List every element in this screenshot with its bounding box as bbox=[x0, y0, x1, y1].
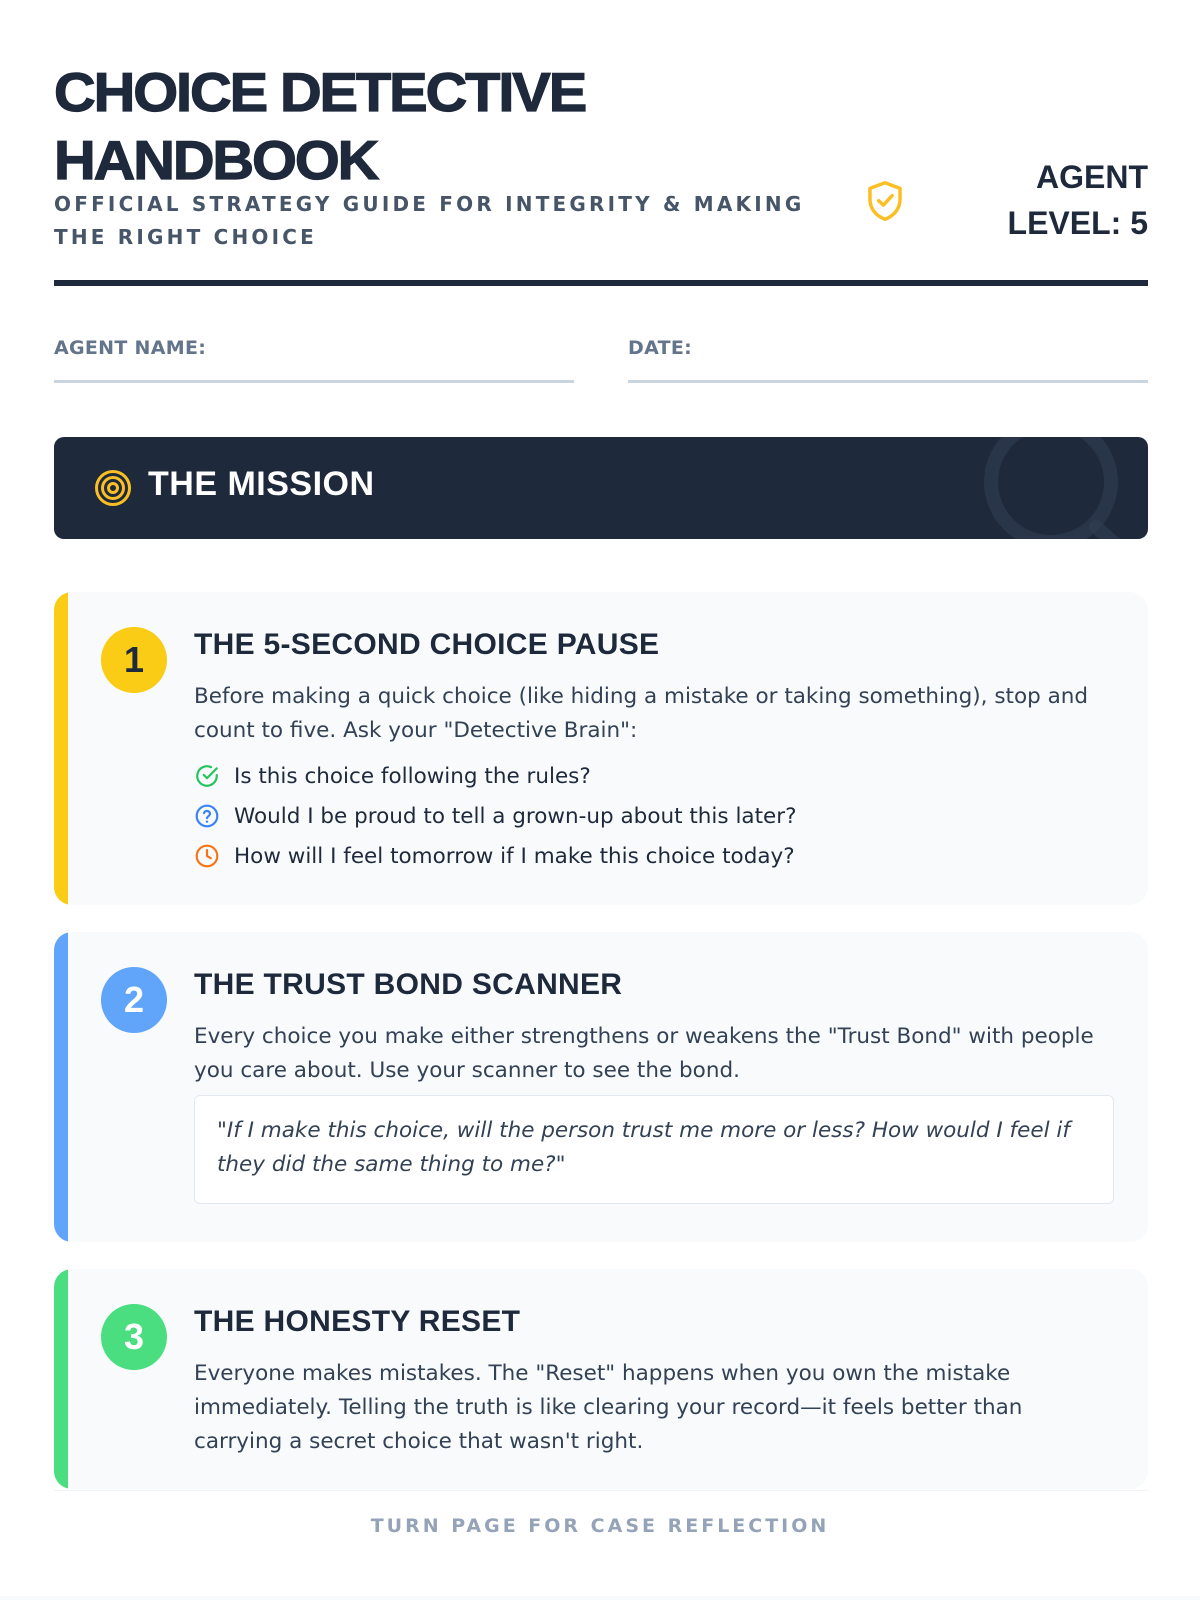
footer-note: TURN PAGE FOR CASE REFLECTION bbox=[370, 1515, 830, 1537]
question-circle-icon bbox=[194, 803, 220, 829]
agent-name-line[interactable] bbox=[54, 380, 574, 383]
checklist-item bbox=[194, 841, 795, 871]
card-accent-bar bbox=[54, 932, 68, 1242]
checklist-text: Is this choice following the rules? bbox=[234, 763, 591, 789]
target-icon bbox=[94, 469, 132, 507]
agent-name-label: AGENT NAME: bbox=[54, 337, 207, 359]
page-subtitle: OFFICIAL STRATEGY GUIDE FOR INTEGRITY & MAKING THE RIGHT CHOICE bbox=[54, 192, 805, 249]
title-line-1: CHOICE DETECTIVE bbox=[54, 61, 586, 123]
agent-level bbox=[968, 154, 1148, 246]
header-divider bbox=[54, 280, 1148, 286]
page-title bbox=[54, 58, 585, 194]
checklist-text: How will I feel tomorrow if I make this choice today? bbox=[234, 843, 795, 869]
checklist-item bbox=[194, 801, 797, 831]
step-card-2 bbox=[54, 932, 1148, 1242]
step-number-badge: 1 bbox=[101, 627, 167, 693]
checklist-item bbox=[194, 761, 591, 791]
date-label: DATE: bbox=[628, 337, 693, 359]
step-text: Every choice you make either strengthens or weakens the "Trust Bond" with people you care about. Use your scanner to see the bond. bbox=[194, 1024, 1094, 1083]
page-header bbox=[54, 58, 1148, 288]
check-circle-icon bbox=[194, 763, 220, 789]
step-text: Before making a quick choice (like hiding a mistake or taking something), stop and count to five. Ask your "Detective Brain": bbox=[194, 684, 1089, 743]
date-field[interactable] bbox=[628, 337, 1148, 359]
step-number-badge: 3 bbox=[101, 1304, 167, 1370]
checklist-text: Would I be proud to tell a grown-up about this later? bbox=[234, 803, 797, 829]
step-number-badge: 2 bbox=[101, 967, 167, 1033]
step-title: THE 5-SECOND CHOICE PAUSE bbox=[194, 628, 660, 661]
date-line[interactable] bbox=[628, 380, 1148, 383]
mission-title: THE MISSION bbox=[148, 465, 375, 503]
clock-icon bbox=[194, 843, 220, 869]
magnifier-icon bbox=[966, 437, 1148, 539]
level-label: LEVEL: 5 bbox=[1007, 205, 1148, 241]
quote-box: "If I make this choice, will the person trust me more or less? How would I feel if they did the same thing to me?" bbox=[194, 1095, 1114, 1204]
step-card-1 bbox=[54, 592, 1148, 905]
step-title: THE TRUST BOND SCANNER bbox=[194, 968, 623, 1001]
mission-banner bbox=[54, 437, 1148, 539]
step-card-3 bbox=[54, 1269, 1148, 1489]
agent-name-field[interactable] bbox=[54, 337, 574, 359]
shield-check-icon bbox=[866, 180, 904, 222]
footer-divider bbox=[54, 1490, 1148, 1491]
step-text: Everyone makes mistakes. The "Reset" happens when you own the mistake immediately. Telling the truth is like clearing your record—it feels better than carrying a secret choice that wasn't right. bbox=[194, 1361, 1023, 1454]
agent-label: AGENT bbox=[1036, 159, 1148, 195]
card-accent-bar bbox=[54, 1269, 68, 1489]
title-line-2: HANDBOOK bbox=[54, 129, 378, 191]
card-accent-bar bbox=[54, 592, 68, 905]
step-title: THE HONESTY RESET bbox=[194, 1305, 521, 1338]
